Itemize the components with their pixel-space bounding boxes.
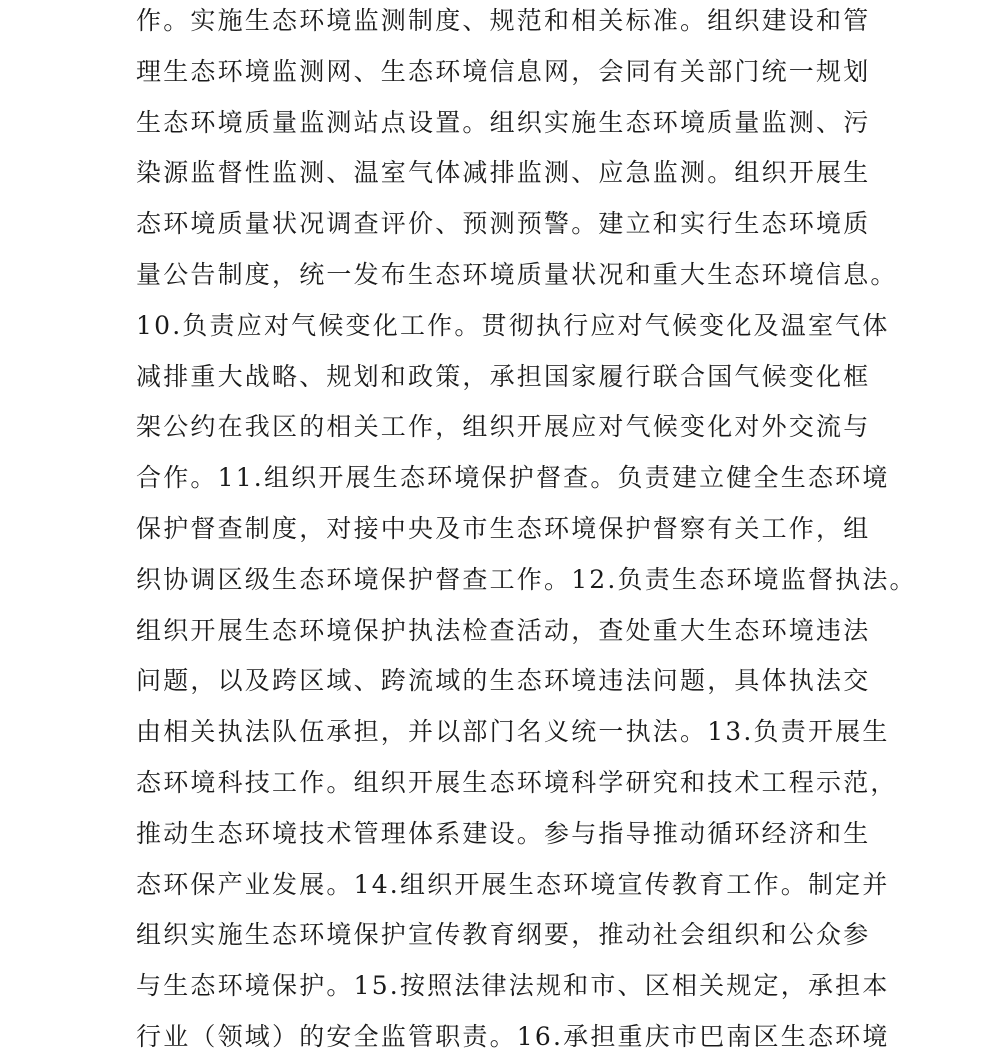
text-line: 架公约在我区的相关工作，组织开展应对气候变化对外交流与: [136, 412, 871, 442]
text-line: 由相关执法队伍承担，并以部门名义统一执法。13.负责开展生: [136, 717, 890, 747]
text-line: 合作。11.组织开展生态环境保护督查。负责建立健全生态环境: [136, 463, 890, 493]
text-line: 态环保产业发展。14.组织开展生态环境宣传教育工作。制定并: [136, 869, 890, 899]
text-line: 10.负责应对气候变化工作。贯彻执行应对气候变化及温室气体: [136, 310, 890, 340]
text-line: 组织实施生态环境保护宣传教育纲要，推动社会组织和公众参: [136, 920, 871, 950]
text-line: 量公告制度，统一发布生态环境质量状况和重大生态环境信息。: [136, 259, 898, 289]
text-line: 推动生态环境技术管理体系建设。参与指导推动循环经济和生: [136, 818, 871, 848]
text-line: 行业（领域）的安全监管职责。16.承担重庆市巴南区生态环境: [136, 1021, 890, 1051]
text-line: 保护督查制度，对接中央及市生态环境保护督察有关工作，组: [136, 513, 871, 543]
text-line: 织协调区级生态环境保护督查工作。12.负责生态环境监督执法。: [136, 564, 917, 594]
text-line: 态环境科技工作。组织开展生态环境科学研究和技术工程示范，: [136, 767, 898, 797]
text-line: 态环境质量状况调查评价、预测预警。建立和实行生态环境质: [136, 209, 871, 239]
text-line: 染源监督性监测、温室气体减排监测、应急监测。组织开展生: [136, 158, 871, 188]
text-line: 理生态环境监测网、生态环境信息网，会同有关部门统一规划: [136, 56, 871, 86]
text-line: 减排重大战略、规划和政策，承担国家履行联合国气候变化框: [136, 361, 871, 391]
text-line: 生态环境质量监测站点设置。组织实施生态环境质量监测、污: [136, 107, 871, 137]
text-line: 与生态环境保护。15.按照法律法规和市、区相关规定，承担本: [136, 971, 890, 1001]
text-line: 组织开展生态环境保护执法检查活动，查处重大生态环境违法: [136, 615, 871, 645]
text-line: 问题，以及跨区域、跨流域的生态环境违法问题，具体执法交: [136, 666, 871, 696]
text-line: 作。实施生态环境监测制度、规范和相关标准。组织建设和管: [136, 6, 871, 35]
body-text: [136, 0, 917, 1063]
